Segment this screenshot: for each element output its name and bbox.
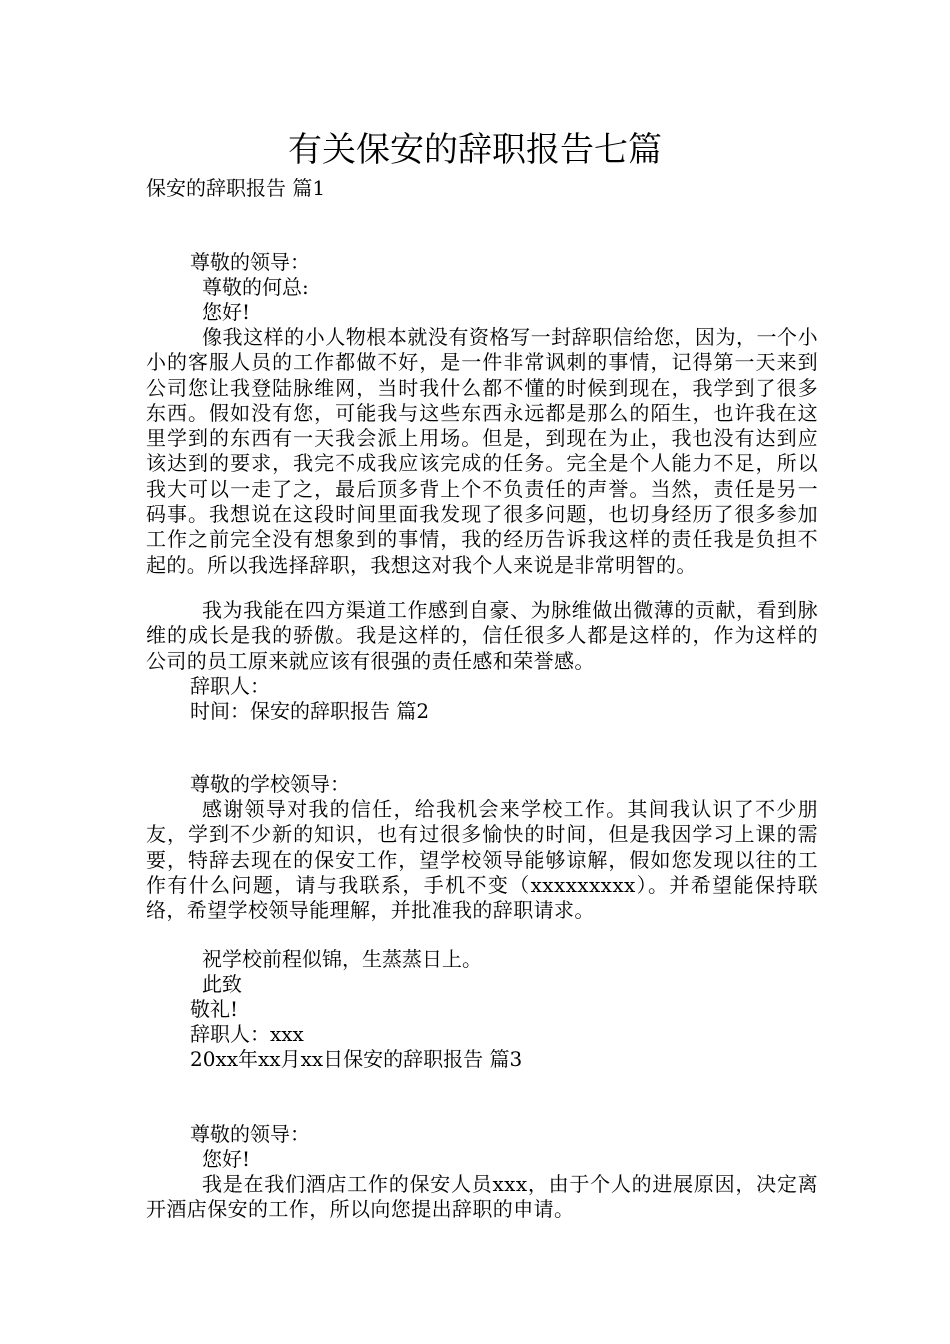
salutation: 尊敬的何总: bbox=[202, 275, 309, 299]
salutation: 尊敬的领导： bbox=[190, 1122, 310, 1146]
greeting: 您好! bbox=[202, 1147, 251, 1171]
body-paragraph: 我为我能在四方渠道工作感到自豪、为脉维做出微薄的贡献，看到脉维的成长是我的骄傲。我是这样的，信任很多人都是这样的，作为这样的公司的员工原来就应该有很强的责任感和荣誉感。 bbox=[146, 598, 818, 673]
signer-line: 辞职人： bbox=[190, 674, 270, 698]
date-line: 20xx年xx月xx日保安的辞职报告 篇3 bbox=[190, 1047, 523, 1071]
greeting: 您好! bbox=[202, 300, 251, 324]
closing-line: 此致 bbox=[202, 972, 242, 996]
section-heading: 保安的辞职报告 篇1 bbox=[146, 176, 326, 200]
body-paragraph: 像我这样的小人物根本就没有资格写一封辞职信给您，因为，一个小小的客服人员的工作都做不好，是一件非常讽刺的事情，记得第一天来到公司您让我登陆脉维网，当时我什么都不懂的时候到现在，我学到了很多东西。假如没有您，可能我与这些东西永远都是那么的陌生，也许我在这里学到的东西有一天我会派上用场。但是，到现在为止，我也没有达到应该达到的要求，我完不成我应该完成的任务。完全是个人能力不足，所以我大可以一走了之，最后顶多背上个不负责任的声誉。当然，责任是另一码事。我想说在这段时间里面我发现了很多问题，也切身经历了很多参加工作之前完全没有想象到的事情，我的经历告诉我这样的责任我是负担不起的。所以我选择辞职，我想这对我个人来说是非常明智的。 bbox=[146, 325, 818, 577]
salutation: 尊敬的学校领导： bbox=[190, 772, 350, 796]
body-paragraph: 我是在我们酒店工作的保安人员xxx，由于个人的进展原因，决定离开酒店保安的工作，所以向您提出辞职的申请。 bbox=[146, 1172, 818, 1222]
salutation: 尊敬的领导： bbox=[190, 250, 310, 274]
date-line: 时间：保安的辞职报告 篇2 bbox=[190, 699, 430, 723]
signer-line: 辞职人：xxx bbox=[190, 1022, 304, 1046]
closing-wish: 祝学校前程似锦，生蒸蒸日上。 bbox=[202, 947, 482, 971]
closing-line: 敬礼! bbox=[190, 997, 239, 1021]
body-paragraph: 感谢领导对我的信任，给我机会来学校工作。其间我认识了不少朋友，学到不少新的知识，也有过很多愉快的时间，但是我因学习上课的需要，特辞去现在的保安工作，望学校领导能够谅解，假如您发现以往的工作有什么问题，请与我联系，手机不变（xxxxxxxxx）。并希望能保持联络，希望学校领导能理解，并批准我的辞职请求。 bbox=[146, 797, 818, 923]
document-title: 有关保安的辞职报告七篇 bbox=[288, 130, 662, 170]
